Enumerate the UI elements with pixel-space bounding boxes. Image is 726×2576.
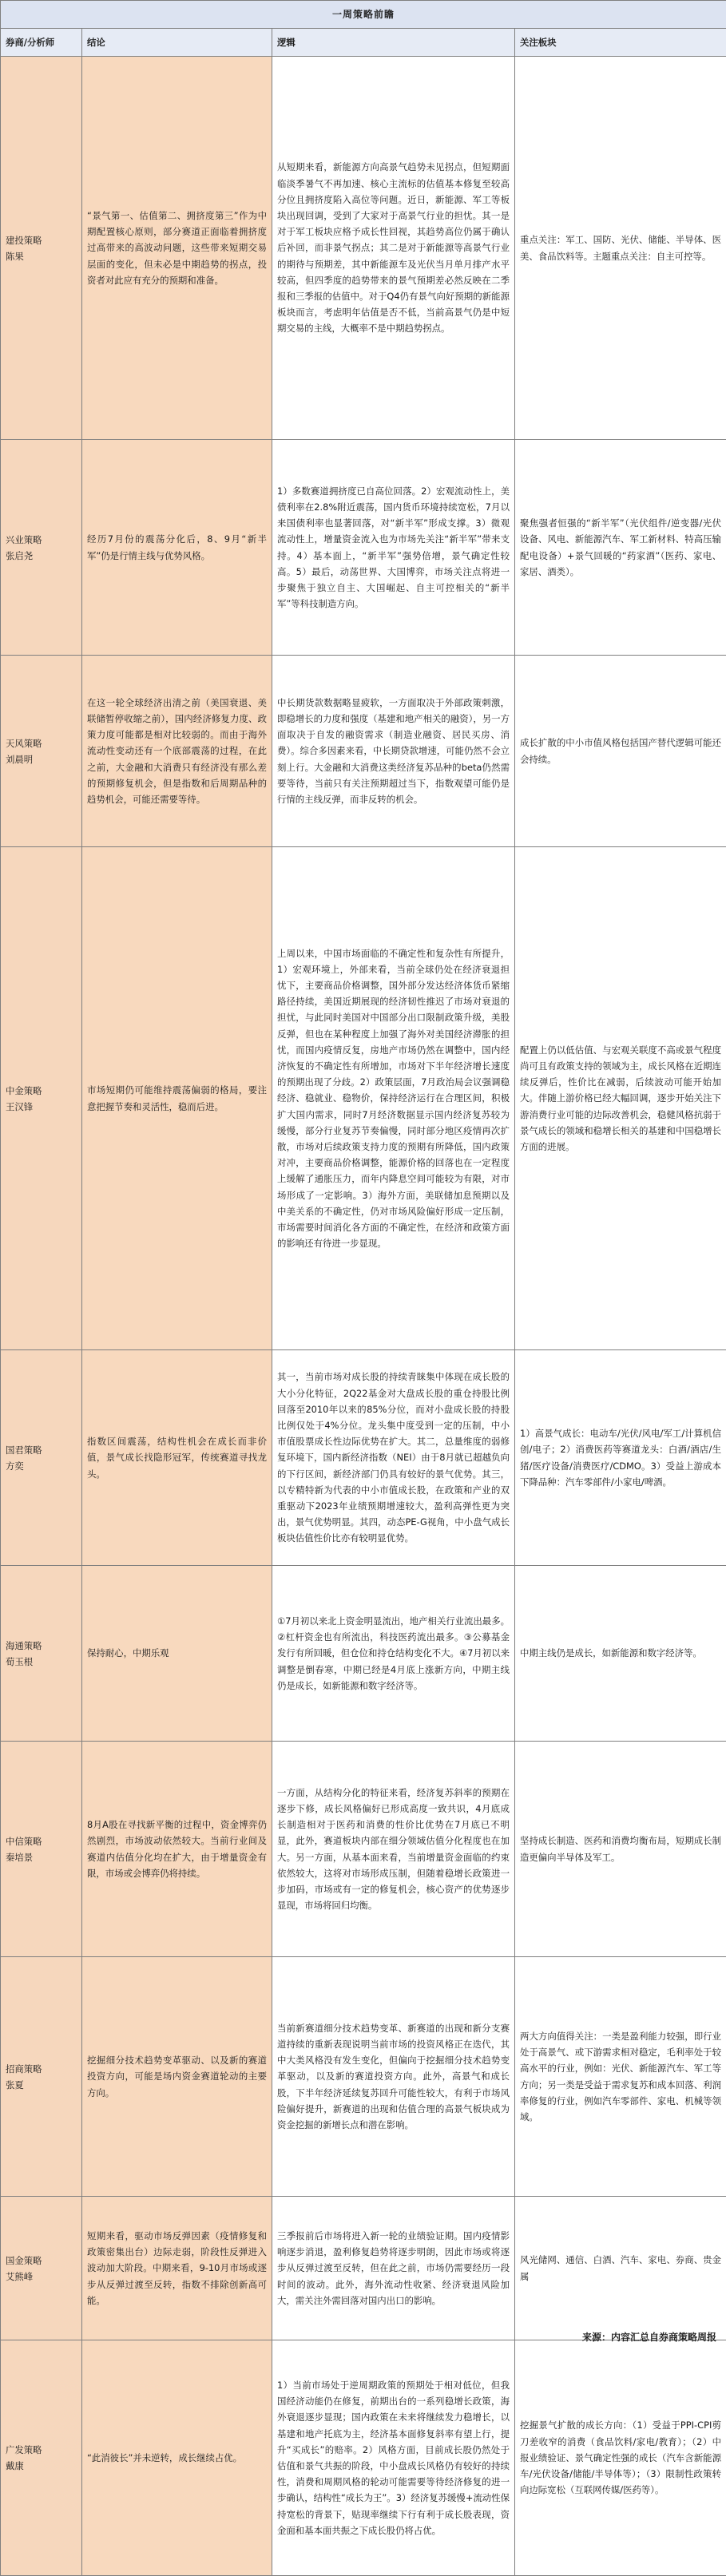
broker-cell — [1, 57, 82, 440]
header-sectors: 关注板块 — [515, 29, 726, 57]
broker-name: 兴业策略 — [6, 532, 77, 548]
broker-cell — [1, 656, 82, 847]
broker-name: 国金策略 — [6, 2253, 77, 2269]
analyst-name: 艾熊峰 — [6, 2269, 77, 2285]
table-row — [1, 440, 726, 656]
sectors-cell: 风光储网、通信、白酒、汽车、家电、券商、贵金属 — [515, 2197, 726, 2340]
broker-name: 建投策略 — [6, 232, 77, 248]
conclusion-cell: 在这一轮全球经济出清之前（美国衰退、美联储暂停收缩之前），国内经济修复力度、政策力度可能都是相对比较弱的。而由于海外流动性变动还有一个底部震荡的过程，在此之前，大金融和大消费只有经济没有那么差的预期修复机会，但是指数和后周期品种的趋势机会，可能还需要等待。 — [82, 656, 272, 847]
broker-cell — [1, 2197, 82, 2340]
conclusion-cell: 市场短期仍可能维持震荡偏弱的格局，要注意把握节奏和灵活性，稳而后进。 — [82, 847, 272, 1350]
broker-cell — [1, 847, 82, 1350]
broker-name: 天风策略 — [6, 735, 77, 751]
table-title-row — [1, 1, 726, 29]
conclusion-cell: 经历7月份的震荡分化后，8、9月“新半军”仍是行情主线与优势风格。 — [82, 440, 272, 656]
broker-name: 国君策略 — [6, 1442, 77, 1458]
analyst-name: 陈果 — [6, 248, 77, 264]
sectors-cell: 1）高景气成长：电动车/光伏/风电/军工/计算机信创/电子；2）消费医药等赛道龙头：白酒/酒店/生猪/医疗设备/消费医疗/CDMO。3）受益上游成本下降品种：汽车零部件/小家电/啤酒。 — [515, 1350, 726, 1566]
broker-name: 中金策略 — [6, 1083, 77, 1099]
conclusion-cell: 挖掘细分技术趋势变革驱动、以及新的赛道投资方向，可能是场内资金赛道轮动的主要方向。 — [82, 1957, 272, 2197]
table-row — [1, 57, 726, 440]
broker-cell — [1, 1957, 82, 2197]
broker-cell — [1, 1566, 82, 1742]
header-broker: 券商/分析师 — [1, 29, 82, 57]
logic-cell: 从短期来看，新能源方向高景气趋势未见拐点，但短期面临淡季暑气不再加速、核心主流标的估值基本修复至较高分位且拥挤度陷入高位等问题。近日，新能源、军工等板块出现回调，受到了大家对于高景气行业的担忧。其一是对于军工板块应格予成长性回视，其趋势高位仍属于确认后补回，而非景气拐点；其二是对于新能源等高景气行业的期待与预期差，其中新能源车及光伏当月单月排产水平较高，但四季度的趋势带来的景气预期差必然反映在二季报和三季报的估值中。对于Q4仍有景气向好预期的新能源板块而言，考虑明年估值是否不低，当前高景气仍是中短期交易的主线，大概率不是中期趋势拐点。 — [272, 57, 515, 440]
broker-name: 中信策略 — [6, 1833, 77, 1849]
sectors-cell: 中期主线仍是成长，如新能源和数字经济等。 — [515, 1566, 726, 1742]
broker-cell — [1, 2340, 82, 2576]
analyst-name: 秦培景 — [6, 1849, 77, 1865]
broker-cell — [1, 1742, 82, 1957]
sectors-cell: 聚焦强者恒强的“新半军”（光伏组件/逆变器/光伏设备、风电、新能源汽车、军工新材料、特高压输配电设备）+景气回暖的“药家酒”（医药、家电、家居、酒类）。 — [515, 440, 726, 656]
conclusion-cell: 指数区间震荡，结构性机会在成长而非价值，景气成长找隐形冠军，传统赛道寻找龙头。 — [82, 1350, 272, 1566]
table-row — [1, 2340, 726, 2576]
table-row — [1, 1957, 726, 2197]
analyst-name: 张启尧 — [6, 548, 77, 564]
analyst-name: 张夏 — [6, 2077, 77, 2093]
table-row — [1, 656, 726, 847]
logic-cell: 1）多数赛道拥挤度已自高位回落。2）宏观流动性上，美债利率在2.8%附近震荡，国内货币环境持续宽松，7月以来国债利率也显著回落，对“新半军”形成支撑。3）微观流动性上，增量资金流入也为市场先关注“新半军”带来支持。4）基本面上，“新半军”强势倍增，景气确定性较高。5）最后，动荡世界、大国博弈，市场关注点将进一步聚焦于独立自主、大国崛起、自主可控相关的“新半军”等科技制造方向。 — [272, 440, 515, 656]
sectors-cell: 挖掘景气扩散的成长方向：（1）受益于PPI-CPI剪刀差收窄的消费（食品饮料/家电/教育）；（2）中报业绩验证、景气确定性强的成长（汽车含新能源车/光伏设备/储能/半导体等）；（3）限制性政策转向边际宽松（互联网传媒/医药等）。 — [515, 2340, 726, 2576]
conclusion-cell: 短期来看，驱动市场反弹因素（疫情修复和政策密集出台）边际走弱，阶段性反弹进入波动加大阶段。中期来看，9-10月市场或逐步从反弹过渡至反转，指数不排除创新高可能。 — [82, 2197, 272, 2340]
conclusion-cell: 8月A股在寻找新平衡的过程中，资金博弈仍然剧烈，市场波动依然较大。当前行业间及赛道内估值分化均在扩大，由于增量资金有限，市场或会博弈仍将持续。 — [82, 1742, 272, 1957]
table-row — [1, 1566, 726, 1742]
logic-cell: 1）当前市场处于逆周期政策的预期处于相对低位，但我国经济动能仍在修复，前期出台的一系列稳增长政策，海外衰退逐步显现；国内政策在未来将继续发力稳增长，以基建和地产托底为主，经济基本面修复斜率有望上行，提升“买成长”的赔率。2）风格方面，目前成长股仍然处于估值和景气共振的阶段，中小盘成长风格仍有较好的持续性，消费和周期风格的轮动可能需要等待经济修复的进一步确认，结构性“成长为王”。3）经济复苏缓慢+流动性保持宽松的背景下，贴现率继续下行有利于成长股表现，资金面和基本面共振之下成长股仍将占优。 — [272, 2340, 515, 2576]
logic-cell: 三季报前后市场将进入新一轮的业绩验证期。国内疫情影响逐步消退，盈利修复趋势将逐步明朗，因此市场或将逐步从反弹过渡至反转，但在此之前，市场仍需要经历一段时间的波动。此外，海外流动性收紧、经济衰退风险加大，需关注外需回落对国内出口的影响。 — [272, 2197, 515, 2340]
table-title: 一周策略前瞻 — [1, 1, 726, 29]
logic-cell: 一方面，从结构分化的特征来看，经济复苏斜率的预期在逐步下修，成长风格偏好已形成高度一致共识，4月底成长制造相对于医药和消费的性价比优势在7月底已不明显，此外，赛道板块内部在细分领域估值分化程度也在加大。另一方面，从基本面来看，当前增量资金面临的约束依然较大，这将对市场形成压制，但随着稳增长政策进一步加码，市场或有一定的修复机会，核心资产的优势逐步显现，市场将回归均衡。 — [272, 1742, 515, 1957]
sectors-cell: 坚持成长制造、医药和消费均衡布局，短期成长制造更偏向半导体及军工。 — [515, 1742, 726, 1957]
logic-cell: 当前新赛道细分技术趋势变革、新赛道的出现和新分支赛道持续的重新表现说明当前市场的投资风格正在迭代，其中大类风格没有发生变化，但偏向于挖掘细分技术趋势变革驱动，以及新的赛道投资方向。此外，高景气和成长股，下半年经济延续复苏回升可能性较大，有利于市场风险偏好提升，新赛道的出现和估值合理的高景气板块成为资金挖掘的新增长点和潜在影响。 — [272, 1957, 515, 2197]
broker-name: 广发策略 — [6, 2442, 77, 2458]
logic-cell: 中长期货款数据略显疲软，一方面取决于外部政策刺激，即稳增长的力度和强度（基建和地产相关的融资），另一方面取决于自发的融资需求（制造业融资、居民买房、消费）。综合多因素来看，中长期贷款增速，可能仍然不会立刻上行。大金融和大消费这类经济复苏品种的beta仍然需要等待，当前只有关注预期超过当下，指数观望可能仍是行情的主线反弹，而非反转的机会。 — [272, 656, 515, 847]
header-logic: 逻辑 — [272, 29, 515, 57]
table-row — [1, 1350, 726, 1566]
analyst-name: 荀玉根 — [6, 1654, 77, 1670]
conclusion-cell: “景气第一、估值第二、拥挤度第三”作为中期配置核心原则，部分赛道正面临着拥挤度过高带来的高波动问题，这些带来短期交易层面的变化，但未必是中期趋势的拐点，投资者对此应有充分的预期和准备。 — [82, 57, 272, 440]
broker-name: 招商策略 — [6, 2061, 77, 2077]
analyst-name: 戴康 — [6, 2458, 77, 2474]
table-row — [1, 2197, 726, 2340]
sectors-cell: 两大方向值得关注：一类是盈利能力较强，即行业处于高景气、或下游需求相对稳定，毛利率处于较高水平的行业，例如：光伏、新能源汽车、军工等方向；另一类是受益于需求复苏和成本回落、利润率修复的行业，例如汽车零部件、家电、机械等领域。 — [515, 1957, 726, 2197]
header-conclusion: 结论 — [82, 29, 272, 57]
conclusion-cell: “此消彼长”并未逆转，成长继续占优。 — [82, 2340, 272, 2576]
logic-cell: ①7月初以来北上资金明显流出，地产相关行业流出最多。②杠杆资金也有所流出，科技医药流出最多。③公募基金发行有所回暖，但仓位和持仓结构变化不大。④7月初以来调整是倒春寒，中期已经是4月底上涨新方向，中期主线仍是成长，如新能源和数字经济等。 — [272, 1566, 515, 1742]
table-row — [1, 847, 726, 1350]
analyst-name: 刘晨明 — [6, 751, 77, 767]
sectors-cell: 配置上仍以低估值、与宏观关联度不高或景气程度尚可且有政策支持的领域为主，成长风格在近期连续反弹后，性价比在减弱，后续波动可能开始加大。伴随上游价格已经大幅回调，逐步开始关注下游消费行业可能的边际改善机会，稳健风格抗弱于景气成长的领域和稳增长相关的基建和中国稳增长方面的进展。 — [515, 847, 726, 1350]
analyst-name: 王汉锋 — [6, 1099, 77, 1115]
broker-cell — [1, 440, 82, 656]
table-row — [1, 1742, 726, 1957]
logic-cell: 上周以来，中国市场面临的不确定性和复杂性有所提升，1）宏观环境上，外部来看，当前全球仍处在经济衰退担忧下，主要商品价格调整，国外部分发达经济体货币紧缩路径持续，美国近期展现的经济韧性推迟了市场对衰退的担忧，与此同时美国对中国部分出口限制政策升级，美股反弹，但也在某种程度上加强了海外对美国经济滞胀的担忧，而国内疫情反复，房地产市场仍然在调整中，国内经济恢复的不确定性有所增加，市场对下半年经济增长速度的预期出现了分歧。2）政策层面，7月政治局会议强调稳经济、稳就业、稳物价，保持经济运行在合理区间，积极扩大国内需求，同时7月经济数据显示国内经济复苏较为缓慢，部分行业复苏节奏偏慢，同时部分地区疫情再次扩散，市场对后续政策支持力度的预期有所降低，国内政策对冲，主要商品价格调整，能源价格的回落也在一定程度上缓解了通胀压力，而年内降息空间可能较为有限，对市场形成了一定影响。3）海外方面，美联储加息预期以及中美关系的不确定性，仍对市场风险偏好形成一定压制，市场需要时间消化各方面的不确定性，在经济和政策方面的影响还有待进一步显现。 — [272, 847, 515, 1350]
table-header-row — [1, 29, 726, 57]
broker-cell — [1, 1350, 82, 1566]
broker-name: 海通策略 — [6, 1638, 77, 1654]
sectors-cell: 重点关注：军工、国防、光伏、储能、半导体、医美、食品饮料等。主题重点关注：自主可控等。 — [515, 57, 726, 440]
conclusion-cell: 保持耐心，中期乐观 — [82, 1566, 272, 1742]
analyst-name: 方奕 — [6, 1458, 77, 1474]
sectors-cell: 成长扩散的中小市值风格包括国产替代逻辑可能还会持续。 — [515, 656, 726, 847]
logic-cell: 其一，当前市场对成长股的持续青睐集中体现在成长股的大小分化特征，2Q22基金对大盘成长股的重仓持股比例回落至2010年以来的85%分位，而对小盘成长股的持股比例仅处于4%分位。龙头集中度受到一定的压制，中小市值股票成长性边际优势在扩大。其二，总量维度的弱修复环境下，国内新经济指数（NEI）由于8月就已超越负向的下行区间，新经济部门仍具有较好的景气优势。其三，以专精特新为代表的中小市值成长股，在政策和产业的双重驱动下2023年业绩预期增速较大，盈利高弹性更为突出，景气优势明显。其四，动态PE-G视角，中小盘气成长板块估值性价比亦有较明显优势。 — [272, 1350, 515, 1566]
source-note: 来源：内容汇总自券商策略周报 — [582, 2330, 716, 2344]
